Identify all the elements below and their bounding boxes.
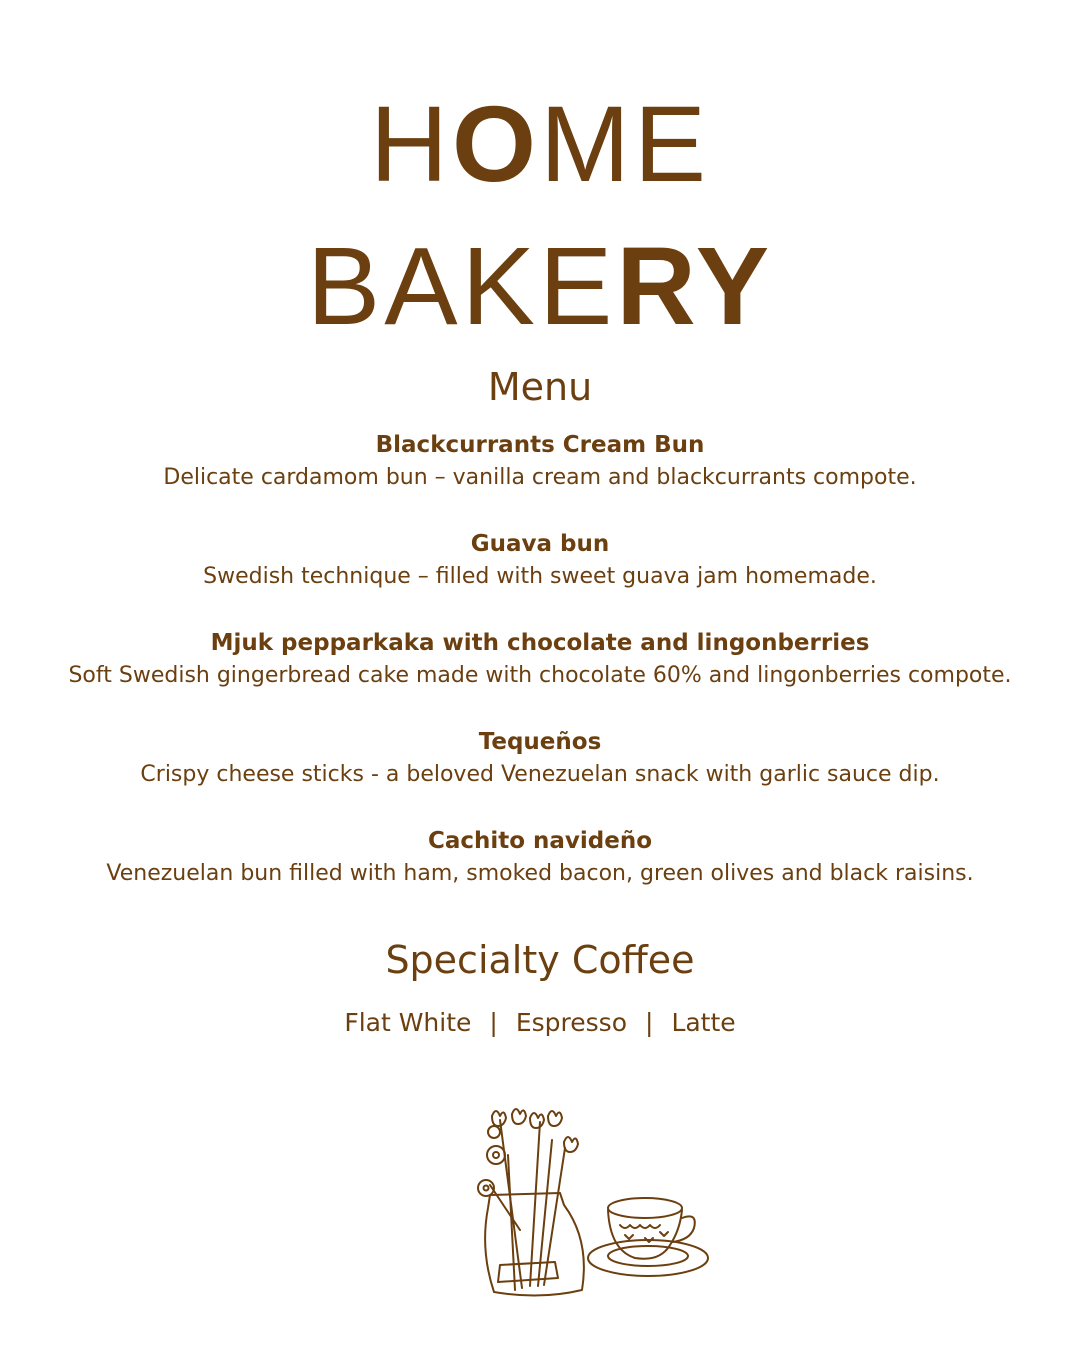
coffee-cup-icon — [588, 1198, 708, 1276]
menu-item — [0, 826, 1080, 925]
menu-item-name: Cachito navideño — [427, 828, 653, 854]
menu-item — [0, 430, 1080, 529]
title-bakery — [0, 225, 1080, 348]
title-home-me: ME — [540, 83, 710, 204]
menu-item-description: Delicate cardamom bun – vanilla cream and blackcurrants compote. — [163, 465, 917, 490]
title-home-h: H — [369, 83, 452, 204]
menu-item-name: Mjuk pepparkaka with chocolate and lingonberries — [210, 630, 870, 656]
flower-vase-icon — [478, 1109, 584, 1296]
menu-item-name: Tequeños — [478, 729, 602, 755]
coffee-separator: | — [489, 1008, 498, 1037]
bakery-illustration — [460, 1100, 720, 1310]
menu-item-name: Blackcurrants Cream Bun — [375, 432, 705, 458]
title-bakery-ry: RY — [616, 225, 774, 348]
menu-item — [0, 727, 1080, 826]
menu-item-description: Crispy cheese sticks - a beloved Venezuelan snack with garlic sauce dip. — [140, 762, 940, 787]
menu-heading: Menu — [487, 365, 593, 409]
menu-items — [0, 430, 1080, 925]
menu-item-description: Venezuelan bun filled with ham, smoked bacon, green olives and black raisins. — [106, 861, 974, 886]
menu-item — [0, 529, 1080, 628]
coffee-list — [0, 1006, 1080, 1040]
menu-item — [0, 628, 1080, 727]
title-bakery-bake: BAKE — [306, 225, 617, 348]
menu-item-description: Soft Swedish gingerbread cake made with chocolate 60% and lingonberries compote. — [68, 663, 1012, 688]
coffee-item: Flat White — [344, 1008, 472, 1037]
title-home — [0, 83, 1080, 204]
title-home-o: O — [451, 83, 540, 204]
coffee-heading: Specialty Coffee — [385, 938, 695, 982]
coffee-item: Latte — [671, 1008, 736, 1037]
menu-item-name: Guava bun — [470, 531, 610, 557]
menu-item-description: Swedish technique – filled with sweet guava jam homemade. — [203, 564, 877, 589]
coffee-separator: | — [645, 1008, 654, 1037]
coffee-item: Espresso — [515, 1008, 627, 1037]
